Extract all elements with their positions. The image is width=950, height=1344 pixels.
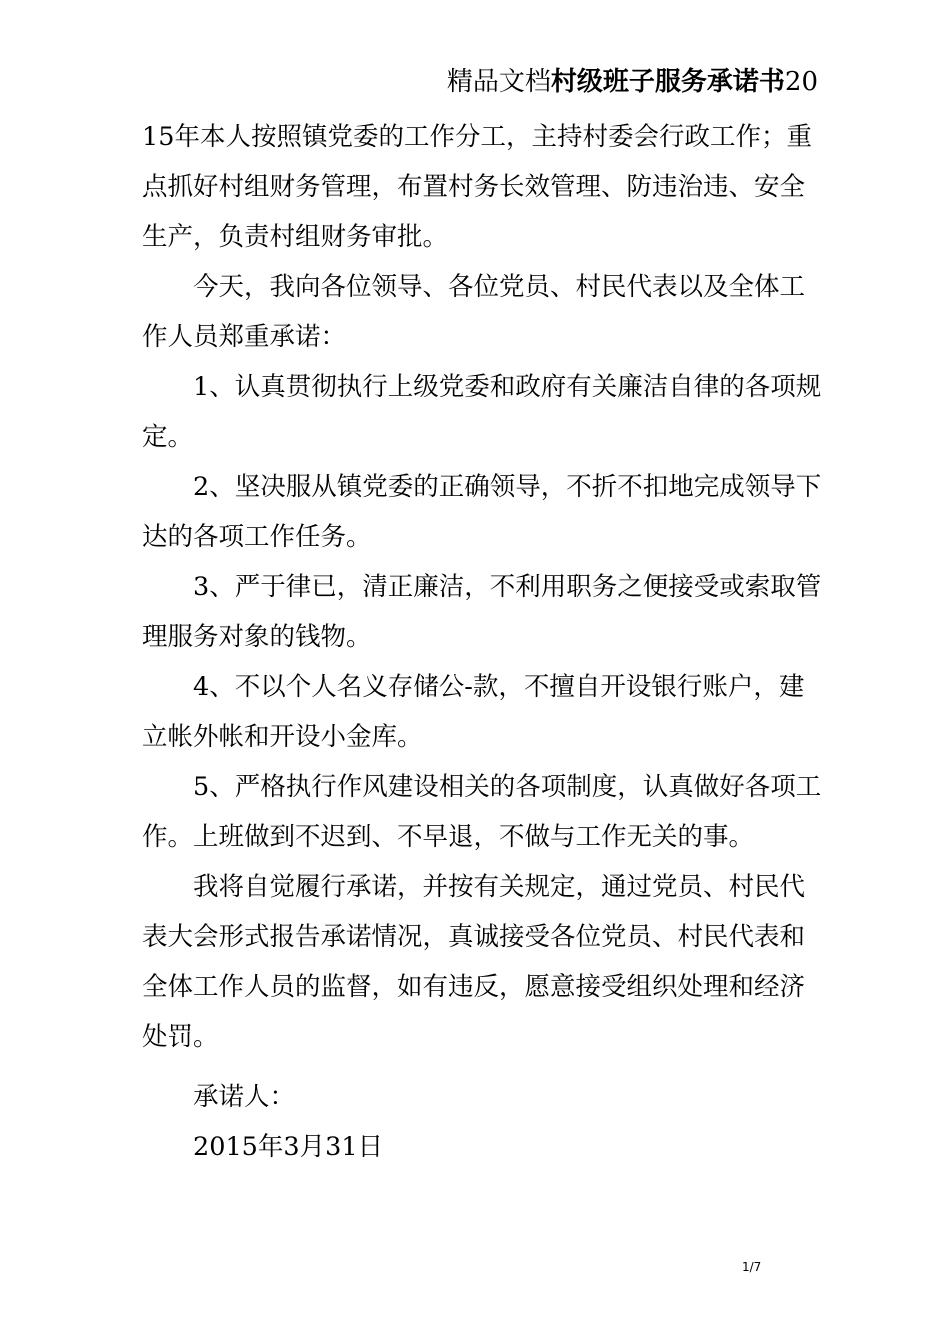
signature-date: 2015年3月31日: [193, 1132, 384, 1162]
promise-item-2: 2、坚决服从镇党委的正确领导，不折不扣地完成领导下达的各项工作任务。: [142, 472, 822, 552]
page-number: 1/7: [742, 1260, 762, 1274]
document-title: 村级班子服务承诺书: [550, 67, 785, 97]
header-prefix: 精品文档: [446, 67, 551, 97]
header-year-start: 20: [784, 67, 818, 97]
document-body: [142, 112, 822, 1172]
promise-item-5: 5、严格执行作风建设相关的各项制度，认真做好各项工作。上班做到不迟到、不早退，不做与工作无关的事。: [142, 772, 822, 852]
paragraph-duties: 15年本人按照镇党委的工作分工，主持村委会行政工作；重点抓好村组财务管理，布置村务长效管理、防违治违、安全生产，负责村组财务审批。: [142, 122, 812, 252]
promise-item-3: 3、严于律已，清正廉洁，不利用职务之便接受或索取管理服务对象的钱物。: [142, 572, 822, 652]
paragraph-promise-intro: 今天，我向各位领导、各位党员、村民代表以及全体工作人员郑重承诺：: [142, 272, 806, 352]
paragraph-closing: 我将自觉履行承诺，并按有关规定，通过党员、村民代表大会形式报告承诺情况，真诚接受各位党员、村民代表和全体工作人员的监督，如有违反，愿意接受组织处理和经济处罚。: [142, 872, 806, 1052]
promise-item-4: 4、不以个人名义存储公-款，不擅自开设银行账户，建立帐外帐和开设小金库。: [142, 672, 805, 752]
document-header: [142, 64, 818, 100]
signature-label: 承诺人：: [193, 1082, 296, 1112]
promise-item-1: 1、认真贯彻执行上级党委和政府有关廉洁自律的各项规定。: [142, 372, 822, 452]
